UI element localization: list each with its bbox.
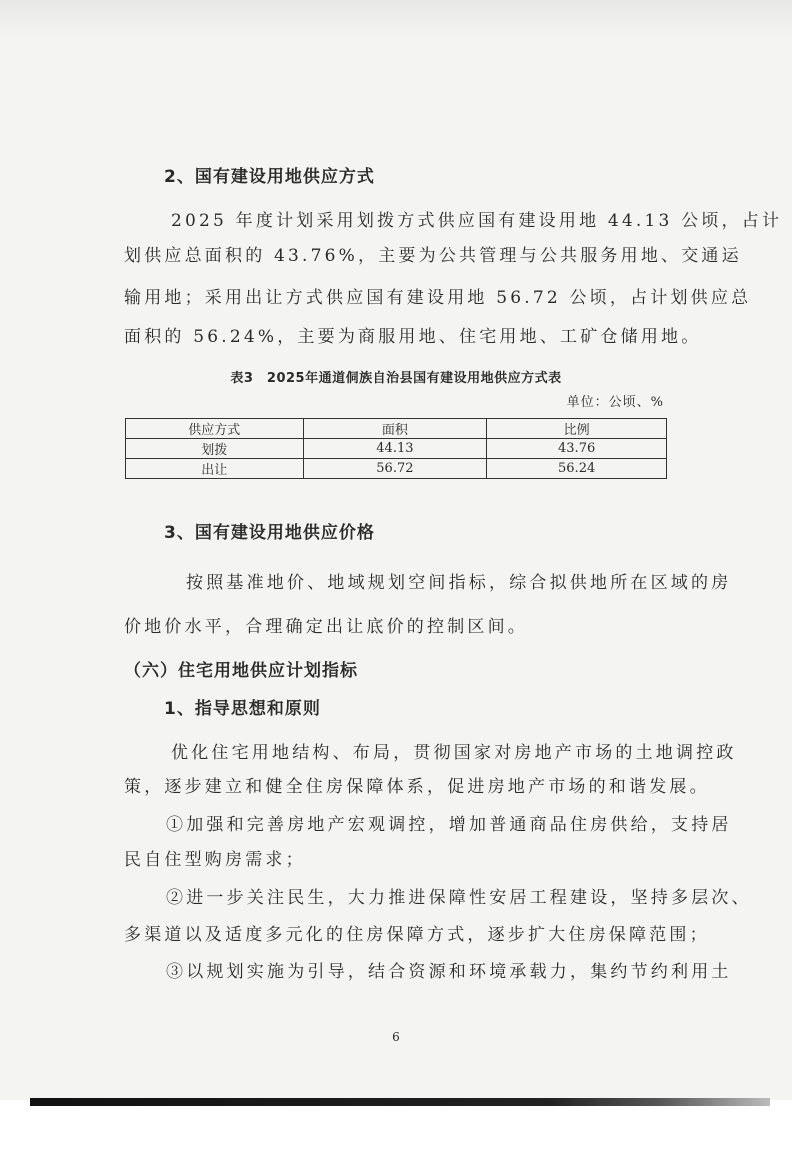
cell-area: 56.72 xyxy=(303,459,487,479)
header-cell-method: 供应方式 xyxy=(126,419,304,439)
table-header-row xyxy=(126,419,667,439)
paragraph-line: 面积的 56.24%，主要为商服用地、住宅用地、工矿仓储用地。 xyxy=(124,327,702,347)
table-unit: 单位：公顷、% xyxy=(566,395,664,410)
chapter-heading-residential: （六）住宅用地供应计划指标 xyxy=(124,661,358,681)
table-row xyxy=(126,459,667,479)
paragraph-line: 优化住宅用地结构、布局，贯彻国家对房地产市场的土地调控政 xyxy=(171,743,737,763)
scan-top-shade xyxy=(0,0,792,40)
paragraph-line: 民自住型购房需求； xyxy=(124,850,306,870)
paragraph-line: 策，逐步建立和健全住房保障体系，促进房地产市场的和谐发展。 xyxy=(124,777,710,797)
paragraph-line: ②进一步关注民生，大力推进保障性安居工程建设，坚持多层次、 xyxy=(166,888,752,908)
paragraph-line: 输用地；采用出让方式供应国有建设用地 56.72 公顷，占计划供应总 xyxy=(124,288,752,308)
paragraph-line: 价地价水平，合理确定出让底价的控制区间。 xyxy=(124,617,528,637)
table-caption: 表3 2025年通道侗族自治县国有建设用地供应方式表 xyxy=(230,371,562,386)
cell-ratio: 56.24 xyxy=(487,459,667,479)
section-heading-supply-method: 2、国有建设用地供应方式 xyxy=(164,167,375,187)
cell-ratio: 43.76 xyxy=(487,439,667,459)
subsection-heading-principles: 1、指导思想和原则 xyxy=(164,699,321,719)
paragraph-line: 划供应总面积的 43.76%，主要为公共管理与公共服务用地、交通运 xyxy=(124,246,742,266)
page-number: 6 xyxy=(392,1030,400,1044)
paragraph-line: ③以规划实施为引导，结合资源和环境承载力，集约节约利用土 xyxy=(166,962,732,982)
supply-method-table xyxy=(125,418,667,479)
cell-method: 划拨 xyxy=(126,439,304,459)
paragraph-line: 多渠道以及适度多元化的住房保障方式，逐步扩大住房保障范围； xyxy=(124,925,710,945)
paragraph-line: 按照基准地价、地域规划空间指标，综合拟供地所在区域的房 xyxy=(186,573,732,593)
paragraph-line: 2025 年度计划采用划拨方式供应国有建设用地 44.13 公顷，占计 xyxy=(171,211,783,231)
cell-area: 44.13 xyxy=(303,439,487,459)
scan-bottom-margin xyxy=(0,1100,792,1168)
header-cell-ratio: 比例 xyxy=(487,419,667,439)
scan-edge-line xyxy=(30,1098,770,1106)
cell-method: 出让 xyxy=(126,459,304,479)
table-row xyxy=(126,439,667,459)
section-heading-supply-price: 3、国有建设用地供应价格 xyxy=(164,523,375,543)
header-cell-area: 面积 xyxy=(303,419,487,439)
paragraph-line: ①加强和完善房地产宏观调控，增加普通商品住房供给，支持居 xyxy=(166,815,732,835)
